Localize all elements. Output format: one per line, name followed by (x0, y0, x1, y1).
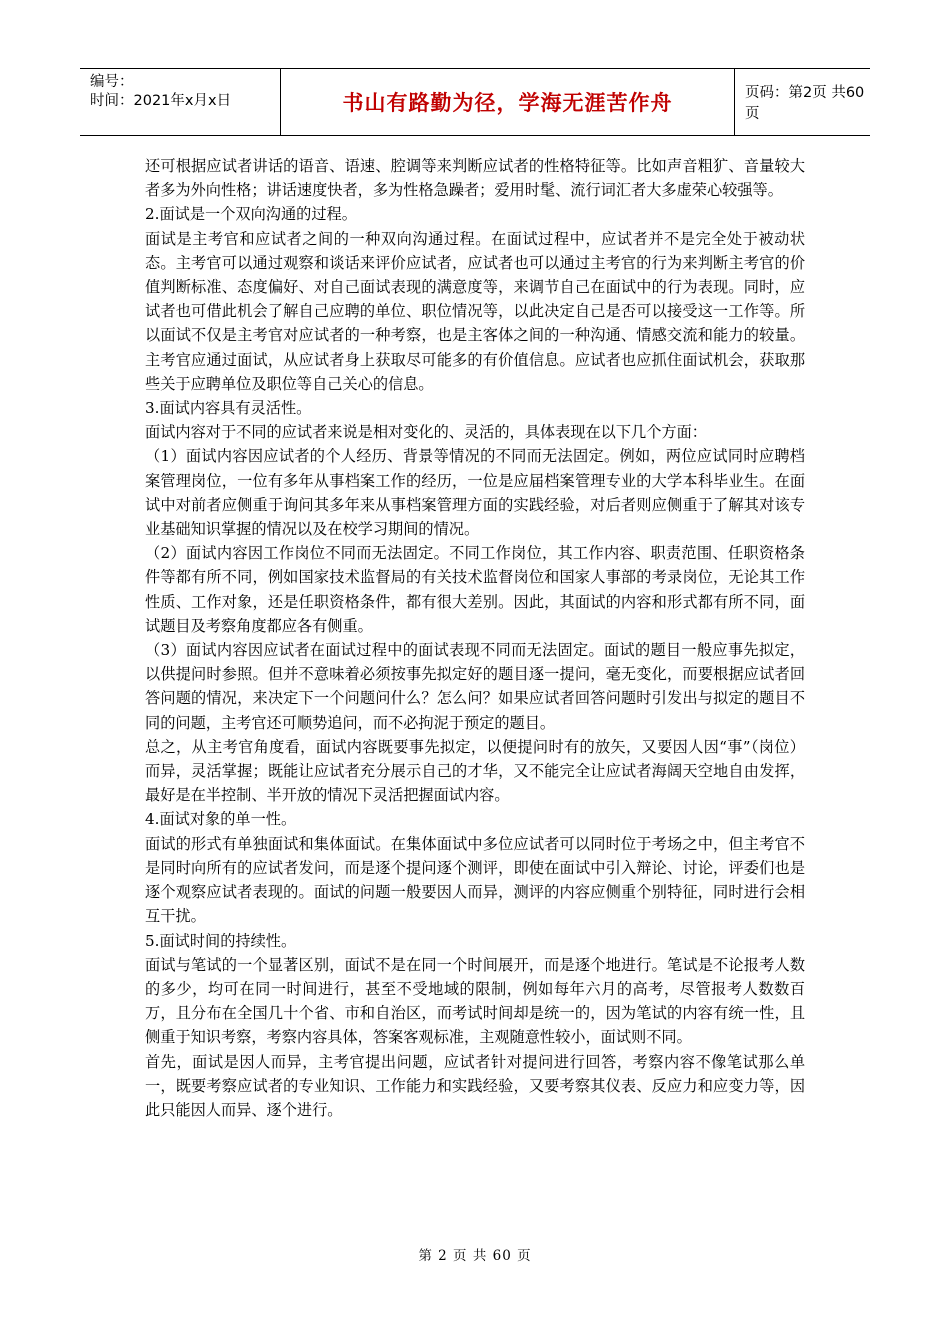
page-footer: 第 2 页 共 60 页 (418, 1248, 532, 1264)
paragraph-3: 面试内容对于不同的应试者来说是相对变化的、灵活的，具体表现在以下几个方面： (145, 423, 707, 442)
paragraph-2: 面试是主考官和应试者之间的一种双向沟通过程。在面试过程中，应试者并不是完全处于被动状态。主考官可以通过观察和谈话来评价应试者，应试者也可以通过主考官的行为来判断主考官的价值判断标准、态度偏好、对自己面试表现的满意度等，来调节自己在面试中的行为表现。同时，应试者也可借此机会了解自己应聘的单位、职位情况等，以此决定自己是否可以接受这一工作等。所以面试不仅是主考官对应试者的一种考察，也是主客体之间的一种沟通、情感交流和能力的较量。主考官应通过面试，从应试者身上获取尽可能多的有价值信息。应试者也应抓住面试机会，获取那些关于应聘单位及职位等自己关心的信息。 (145, 229, 805, 393)
summary-paragraph: 总之，从主考官角度看，面试内容既要事先拟定，以便提问时有的放矢，又要因人因“事”（岗位）而异，灵活掌握；既能让应试者充分展示自己的才华，又不能完全让应试者海阔天空地自由发挥，最好是在半控制、半开放的情况下灵活把握面试内容。 (145, 737, 805, 805)
list-item-1: （1）面试内容因应试者的个人经历、背景等情况的不同而无法固定。例如，两位应试同时应聘档案管理岗位，一位有多年从事档案工作的经历，一位是应届档案管理专业的大学本科毕业生。在面试中对前者应侧重于询问其多年来从事档案管理方面的实践经验，对后者则应侧重于了解其对该专业基础知识掌握的情况以及在校学习期间的情况。 (145, 447, 805, 539)
section-heading-5: 5.面试时间的持续性。 (145, 931, 297, 950)
section-heading-3: 3.面试内容具有灵活性。 (145, 399, 312, 418)
section-heading-2: 2.面试是一个双向沟通的过程。 (145, 205, 357, 224)
paragraph-1: 还可根据应试者讲话的语音、语速、腔调等来判断应试者的性格特征等。比如声音粗犷、音量较大者多为外向性格；讲话速度快者，多为性格急躁者；爱用时髦、流行词汇者大多虚荣心较强等。 (145, 157, 805, 200)
header-page-info: 页码：第2页 共60页 (745, 85, 865, 122)
page-header (80, 68, 870, 136)
list-item-2: （2）面试内容因工作岗位不同而无法固定。不同工作岗位，其工作内容、职责范围、任职资格条件等都有所不同，例如国家技术监督局的有关技术监督岗位和国家人事部的考录岗位，无论其工作性质、工作对象，还是任职资格条件，都有很大差别。因此，其面试的内容和形式都有所不同，面试题目及考察角度都应各有侧重。 (145, 544, 805, 635)
header-meta (80, 69, 280, 135)
document-body (145, 154, 805, 1122)
header-motto: 书山有路勤为径，学海无涯苦作舟 (280, 69, 735, 135)
paragraph-5: 面试与笔试的一个显著区别，面试不是在同一个时间展开，而是逐个地进行。笔试是不论报考人数的多少，均可在同一时间进行，甚至不受地域的限制，例如每年六月的高考，尽管报考人数数百万，且分布在全国几十个省、市和自治区，而考试时间却是统一的，因为笔试的内容有统一性，且侧重于知识考察，考察内容具体，答案客观标准，主观随意性较小，面试则不同。 (145, 955, 805, 1047)
paragraph-4: 面试的形式有单独面试和集体面试。在集体面试中多位应试者可以同时位于考场之中，但主考官不是同时向所有的应试者发问，而是逐个提问逐个测评，即使在面试中引入辩论、讨论，评委们也是逐个观察应试者表现的。面试的问题一般要因人而异，测评的内容应侧重个别特征，同时进行会相互干扰。 (145, 834, 805, 926)
list-item-3: （3）面试内容因应试者在面试过程中的面试表现不同而无法固定。面试的题目一般应事先拟定，以供提问时参照。但并不意味着必须按事先拟定好的题目逐一提问，毫无变化，而要根据应试者回答问题的情况，来决定下一个问题问什么？怎么问？如果应试者回答问题时引发出与拟定的题目不同的问题，主考官还可顺势追问，而不必拘泥于预定的题目。 (145, 641, 805, 732)
document-date: 时间：2021年x月x日 (90, 93, 232, 109)
section-heading-4: 4.面试对象的单一性。 (145, 810, 297, 829)
paragraph-6: 首先，面试是因人而异，主考官提出问题，应试者针对提问进行回答，考察内容不像笔试那么单一，既要考察应试者的专业知识、工作能力和实践经验，又要考察其仪表、反应力和应变力等，因此只能因人而异、逐个进行。 (145, 1052, 805, 1119)
document-number-label: 编号： (90, 74, 134, 90)
